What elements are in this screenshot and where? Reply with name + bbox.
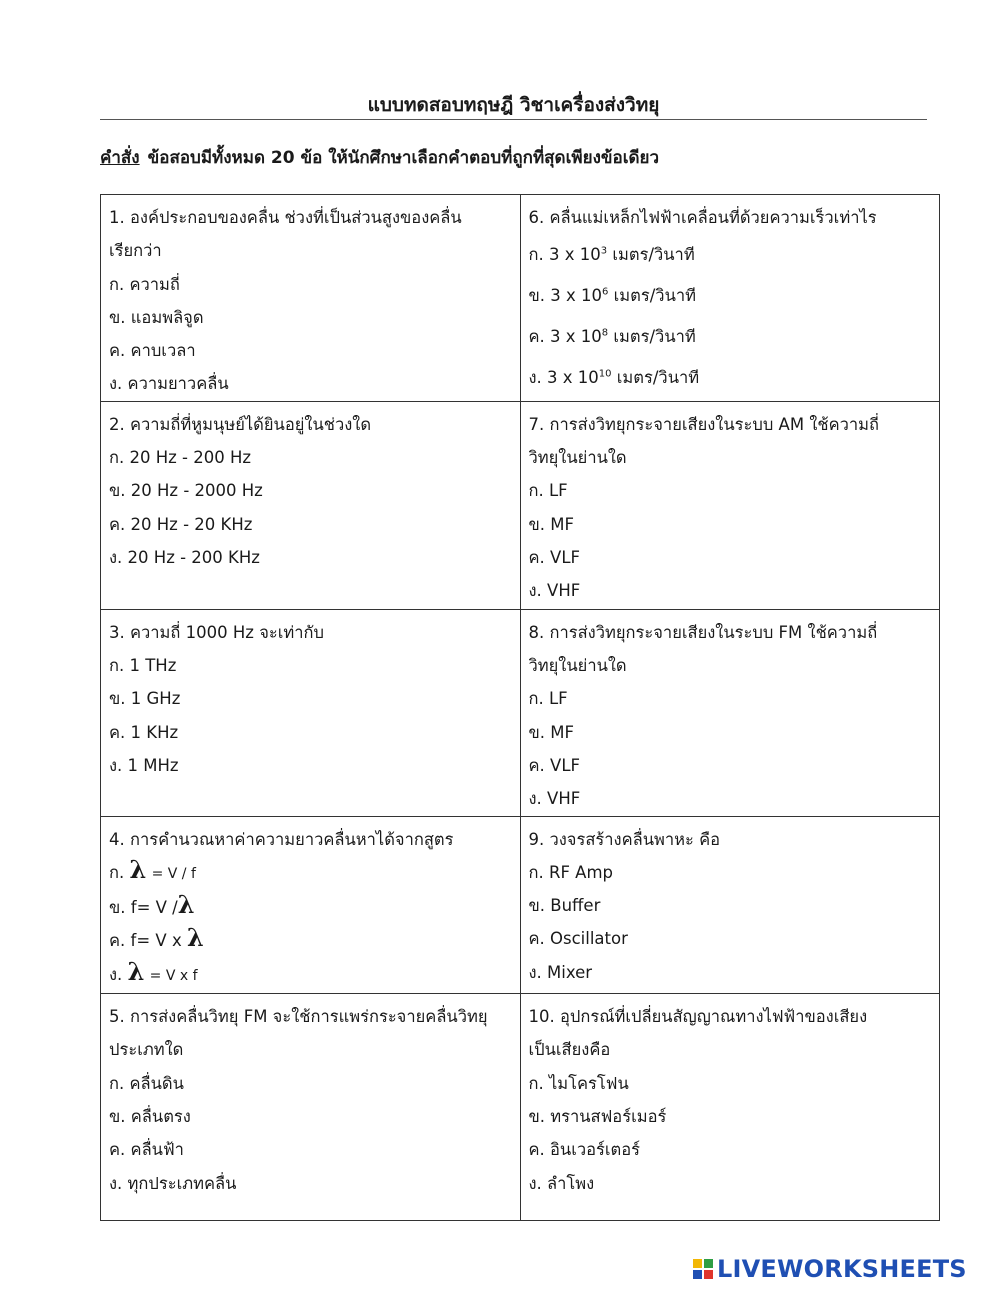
worksheet-title: แบบทดสอบทฤษฎี วิชาเครื่องส่งวิทยุ bbox=[367, 94, 660, 116]
question-10-text: 10. อุปกรณ์ที่เปลี่ยนสัญญาณทางไฟฟ้าของเสียง bbox=[528, 1007, 868, 1027]
question-1-choice-a[interactable]: ก. ความถี่ bbox=[109, 274, 180, 294]
question-1-text-cont: เรียกว่า bbox=[109, 241, 162, 261]
lambda-symbol: λ bbox=[127, 957, 145, 986]
question-3-choice-c[interactable]: ค. 1 KHz bbox=[109, 722, 179, 742]
table-row bbox=[101, 401, 940, 609]
question-4-choice-b[interactable] bbox=[109, 891, 512, 924]
q6-b-unit: เมตร/วินาที bbox=[613, 286, 696, 306]
q6-c-unit: เมตร/วินาที bbox=[613, 327, 696, 347]
question-table bbox=[100, 194, 940, 1221]
instruction-text: ข้อสอบมีทั้งหมด 20 ข้อ ให้นักศึกษาเลือกคำตอบที่ถูกที่สุดเพียงข้อเดียว bbox=[147, 148, 660, 168]
question-10-choice-b[interactable]: ข. ทรานสฟอร์เมอร์ bbox=[528, 1106, 667, 1126]
table-row bbox=[101, 609, 940, 816]
question-5-choice-b[interactable]: ข. คลื่นตรง bbox=[109, 1106, 191, 1126]
q4-b-formula: ข. f= V / bbox=[109, 898, 178, 918]
question-7-choice-a[interactable]: ก. LF bbox=[528, 481, 568, 501]
q4-a-formula: = V / f bbox=[151, 865, 196, 882]
liveworksheets-logo-icon bbox=[693, 1259, 713, 1279]
liveworksheets-brand[interactable] bbox=[693, 1252, 967, 1286]
q6-c-base: ค. 3 x 10 bbox=[528, 327, 602, 347]
question-1-text: 1. องค์ประกอบของคลื่น ช่วงที่เป็นส่วนสูงของคลื่น bbox=[109, 208, 462, 227]
question-8-text-cont: วิทยุในย่านใด bbox=[528, 656, 627, 676]
q4-c-formula: ค. f= V x bbox=[109, 931, 182, 951]
question-2-choice-a[interactable]: ก. 20 Hz - 200 Hz bbox=[109, 448, 252, 468]
question-4-text: 4. การคำนวณหาค่าความยาวคลื่นหาได้จากสูตร bbox=[109, 829, 454, 849]
question-7-text: 7. การส่งวิทยุกระจายเสียงในระบบ AM ใช้ความถี่ bbox=[528, 414, 880, 434]
question-6-choice-b[interactable] bbox=[529, 275, 932, 316]
question-8-choice-c[interactable]: ค. VLF bbox=[528, 755, 580, 775]
logo-square bbox=[704, 1270, 713, 1279]
q4-a-prefix: ก. bbox=[109, 862, 125, 882]
question-9-text: 9. วงจรสร้างคลื่นพาหะ คือ bbox=[528, 829, 721, 849]
question-4-choice-a[interactable] bbox=[109, 856, 512, 891]
q6-d-base: ง. 3 x 10 bbox=[528, 368, 599, 388]
table-row bbox=[101, 816, 940, 993]
brand-text: LIVEWORKSHEETS bbox=[717, 1255, 967, 1283]
question-8-choice-b[interactable]: ข. MF bbox=[528, 722, 574, 742]
q6-a-exponent: 3 bbox=[600, 245, 608, 257]
question-9-choice-c[interactable]: ค. Oscillator bbox=[528, 929, 628, 949]
question-1-choice-c[interactable]: ค. คาบเวลา bbox=[109, 341, 196, 361]
question-7-text-cont: วิทยุในย่านใด bbox=[528, 448, 627, 468]
table-row bbox=[101, 195, 940, 402]
question-7-choice-b[interactable]: ข. MF bbox=[528, 514, 574, 534]
question-9 bbox=[520, 816, 940, 993]
question-5-text: 5. การส่งคลื่นวิทยุ FM จะใช้การแพร่กระจายคลื่นวิทยุ bbox=[109, 1007, 488, 1027]
q6-d-exponent: 10 bbox=[598, 368, 612, 380]
question-1 bbox=[101, 195, 521, 402]
question-10-text-cont: เป็นเสียงคือ bbox=[528, 1040, 611, 1060]
q6-a-base: ก. 3 x 10 bbox=[528, 245, 601, 265]
logo-square bbox=[693, 1270, 702, 1279]
question-8 bbox=[520, 609, 940, 816]
question-6-choice-c[interactable] bbox=[529, 316, 932, 357]
question-2-text: 2. ความถี่ที่หูมนุษย์ได้ยินอยู่ในช่วงใด bbox=[109, 414, 372, 434]
question-2 bbox=[101, 401, 521, 609]
question-3-choice-d[interactable]: ง. 1 MHz bbox=[109, 755, 179, 775]
question-10 bbox=[520, 994, 940, 1221]
question-3-choice-a[interactable]: ก. 1 THz bbox=[109, 656, 177, 676]
question-5-choice-c[interactable]: ค. คลื่นฟ้า bbox=[109, 1140, 184, 1160]
table-row bbox=[101, 994, 940, 1221]
question-10-choice-a[interactable]: ก. ไมโครโฟน bbox=[528, 1073, 629, 1093]
question-10-choice-d[interactable]: ง. ลำโพง bbox=[528, 1173, 595, 1193]
question-3 bbox=[101, 609, 521, 816]
question-4 bbox=[101, 816, 521, 993]
q6-b-base: ข. 3 x 10 bbox=[528, 286, 603, 306]
title-divider bbox=[100, 119, 927, 120]
question-5-choice-a[interactable]: ก. คลื่นดิน bbox=[109, 1073, 184, 1093]
question-2-choice-d[interactable]: ง. 20 Hz - 200 KHz bbox=[109, 547, 260, 567]
question-9-choice-b[interactable]: ข. Buffer bbox=[528, 896, 601, 916]
question-10-choice-c[interactable]: ค. อินเวอร์เตอร์ bbox=[528, 1140, 641, 1160]
lambda-symbol: λ bbox=[129, 855, 147, 884]
question-2-choice-c[interactable]: ค. 20 Hz - 20 KHz bbox=[109, 514, 253, 534]
instruction-line bbox=[100, 144, 659, 171]
question-8-choice-d[interactable]: ง. VHF bbox=[528, 789, 581, 809]
question-6 bbox=[520, 195, 940, 402]
question-5-text-cont: ประเภทใด bbox=[109, 1040, 184, 1060]
question-2-choice-b[interactable]: ข. 20 Hz - 2000 Hz bbox=[109, 481, 263, 501]
question-8-text: 8. การส่งวิทยุกระจายเสียงในระบบ FM ใช้ความถี่ bbox=[528, 622, 878, 642]
question-7 bbox=[520, 401, 940, 609]
question-9-choice-a[interactable]: ก. RF Amp bbox=[528, 862, 614, 882]
question-7-choice-d[interactable]: ง. VHF bbox=[528, 581, 581, 601]
lambda-symbol: λ bbox=[186, 924, 204, 953]
question-3-choice-b[interactable]: ข. 1 GHz bbox=[109, 689, 181, 709]
q6-a-unit: เมตร/วินาที bbox=[612, 245, 695, 265]
logo-square bbox=[693, 1259, 702, 1268]
question-7-choice-c[interactable]: ค. VLF bbox=[528, 547, 580, 567]
q6-c-exponent: 8 bbox=[601, 327, 609, 339]
question-3-text: 3. ความถี่ 1000 Hz จะเท่ากับ bbox=[109, 622, 324, 642]
question-6-choice-a[interactable] bbox=[529, 234, 932, 275]
question-1-choice-d[interactable]: ง. ความยาวคลื่น bbox=[109, 374, 229, 394]
question-5-choice-d[interactable]: ง. ทุกประเภทคลื่น bbox=[109, 1173, 237, 1193]
question-6-text: 6. คลื่นแม่เหล็กไฟฟ้าเคลื่อนที่ด้วยความเร็วเท่าไร bbox=[528, 208, 877, 227]
q6-d-unit: เมตร/วินาที bbox=[616, 368, 700, 388]
question-6-choice-d[interactable] bbox=[529, 357, 932, 398]
question-4-choice-c[interactable] bbox=[109, 924, 512, 957]
question-5 bbox=[101, 994, 521, 1221]
logo-square bbox=[704, 1259, 713, 1268]
q4-d-prefix: ง. bbox=[109, 964, 123, 984]
lambda-symbol: λ bbox=[177, 891, 195, 920]
q6-b-exponent: 6 bbox=[602, 286, 609, 298]
instruction-label: คำสั่ง bbox=[100, 148, 140, 168]
question-1-choice-b[interactable]: ข. แอมพลิจูด bbox=[109, 307, 204, 327]
question-9-choice-d[interactable]: ง. Mixer bbox=[528, 962, 593, 982]
question-4-choice-d[interactable] bbox=[109, 958, 512, 993]
question-8-choice-a[interactable]: ก. LF bbox=[528, 689, 568, 709]
q4-d-formula: = V x f bbox=[149, 967, 198, 984]
